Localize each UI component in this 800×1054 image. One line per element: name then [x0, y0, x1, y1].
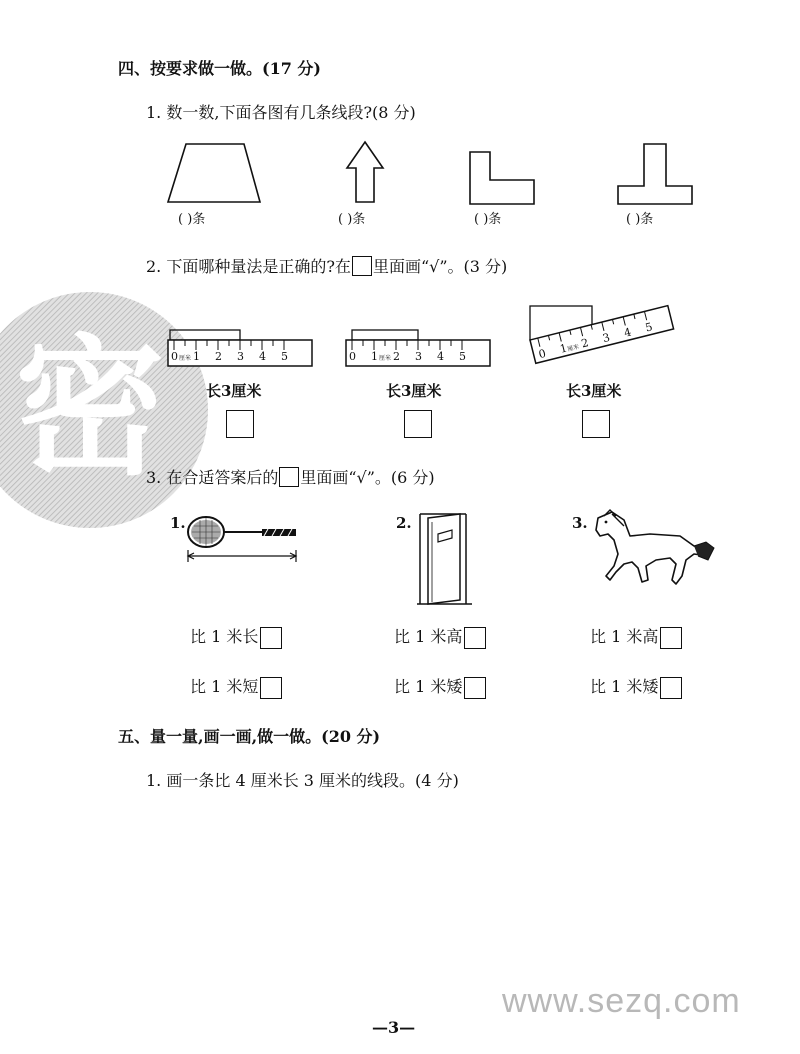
item-number-3: 3. [572, 514, 588, 532]
answer-box-ruler-a[interactable] [226, 410, 254, 438]
question-3-text [146, 465, 435, 488]
ruler-a-tick-4: 4 [259, 350, 266, 363]
ruler-c-tick-3: 3 [601, 330, 612, 346]
section-five-title: 五、量一量,画一画,做一做。(20 分) [118, 727, 381, 746]
question-1-text: 1. 数一数,下面各图有几条线段?(8 分) [146, 103, 416, 122]
blank-trapezoid[interactable]: ( )条 [178, 212, 206, 227]
ruler-a-unit: 厘米 [179, 355, 192, 362]
item-number-2: 2. [396, 514, 412, 532]
section-four-title: 四、按要求做一做。(17 分) [118, 59, 321, 78]
ruler-a-caption: 长3厘米 [206, 382, 262, 400]
option-horse-taller-label: 比 1 米高 [590, 627, 659, 646]
answer-box-racket-shorter[interactable] [260, 677, 282, 699]
blank-t-shape[interactable]: ( )条 [626, 212, 654, 227]
answer-box-door-shorter[interactable] [464, 677, 486, 699]
badminton-racket-image [184, 508, 308, 568]
question-3-inline-box [279, 467, 299, 487]
ruler-b-tick-5: 5 [459, 350, 466, 363]
ruler-measurement-a [168, 330, 314, 368]
ruler-c-caption: 长3厘米 [566, 382, 622, 400]
blank-l-shape[interactable]: ( )条 [474, 212, 502, 227]
option-racket-shorter [190, 674, 282, 699]
blank-arrow[interactable]: ( )条 [338, 212, 366, 227]
ruler-a-tick-3: 3 [237, 350, 244, 363]
ruler-c-tick-4: 4 [622, 325, 633, 340]
t-shape-figure [616, 142, 696, 206]
seal-stamp [0, 290, 210, 530]
answer-box-door-taller[interactable] [464, 627, 486, 649]
question-2-text [146, 254, 507, 277]
option-door-taller [394, 624, 486, 649]
ruler-a-tick-5: 5 [281, 350, 288, 363]
arrow-figure [346, 140, 386, 204]
answer-box-racket-longer[interactable] [260, 627, 282, 649]
l-shape-figure [468, 150, 538, 206]
answer-box-horse-taller[interactable] [660, 627, 682, 649]
question-3-text-after: 里面画“√”。(6 分) [300, 468, 435, 487]
answer-box-ruler-c[interactable] [582, 410, 610, 438]
ruler-b-tick-1: 1 [371, 350, 378, 363]
ruler-c-tick-0: 0 [537, 346, 548, 362]
ruler-c-tick-1: 1 [558, 341, 569, 356]
horse-image [590, 506, 720, 586]
ruler-a-tick-0: 0 [171, 350, 178, 363]
option-door-shorter [394, 674, 486, 699]
ruler-b-tick-0: 0 [349, 350, 356, 363]
answer-box-horse-shorter[interactable] [660, 677, 682, 699]
seal-character: 密 [14, 322, 166, 496]
section-five-question-1-text: 1. 画一条比 4 厘米长 3 厘米的线段。(4 分) [146, 771, 459, 790]
page-number: —3— [372, 1018, 416, 1037]
ruler-a-tick-2: 2 [215, 350, 222, 363]
option-horse-shorter-label: 比 1 米矮 [590, 677, 659, 696]
door-image [416, 510, 476, 606]
question-2-text-before: 2. 下面哪种量法是正确的?在 [146, 257, 351, 276]
ruler-c-tick-5: 5 [644, 320, 654, 335]
ruler-b-unit: 厘米 [379, 355, 392, 362]
ruler-b-tick-2: 2 [393, 350, 400, 363]
ruler-c-unit: 厘米 [566, 343, 580, 354]
option-racket-longer [190, 624, 282, 649]
ruler-b-tick-4: 4 [437, 350, 444, 363]
trapezoid-figure [166, 142, 266, 206]
ruler-b-caption: 长3厘米 [386, 382, 442, 400]
answer-box-ruler-b[interactable] [404, 410, 432, 438]
ruler-measurement-b [346, 330, 492, 368]
question-3-text-before: 3. 在合适答案后的 [146, 468, 279, 487]
option-horse-shorter [590, 674, 682, 699]
option-door-shorter-label: 比 1 米矮 [394, 677, 463, 696]
site-watermark: www.sezq.com [502, 982, 741, 1020]
ruler-b-tick-3: 3 [415, 350, 422, 363]
ruler-c-tick-2: 2 [579, 336, 590, 351]
option-racket-longer-label: 比 1 米长 [190, 627, 259, 646]
ruler-a-tick-1: 1 [193, 350, 200, 363]
question-2-inline-box [352, 256, 372, 276]
ruler-measurement-c [526, 302, 674, 374]
option-horse-taller [590, 624, 682, 649]
item-number-1: 1. [170, 514, 186, 532]
question-2-text-after: 里面画“√”。(3 分) [372, 257, 508, 276]
option-racket-shorter-label: 比 1 米短 [190, 677, 259, 696]
option-door-taller-label: 比 1 米高 [394, 627, 463, 646]
